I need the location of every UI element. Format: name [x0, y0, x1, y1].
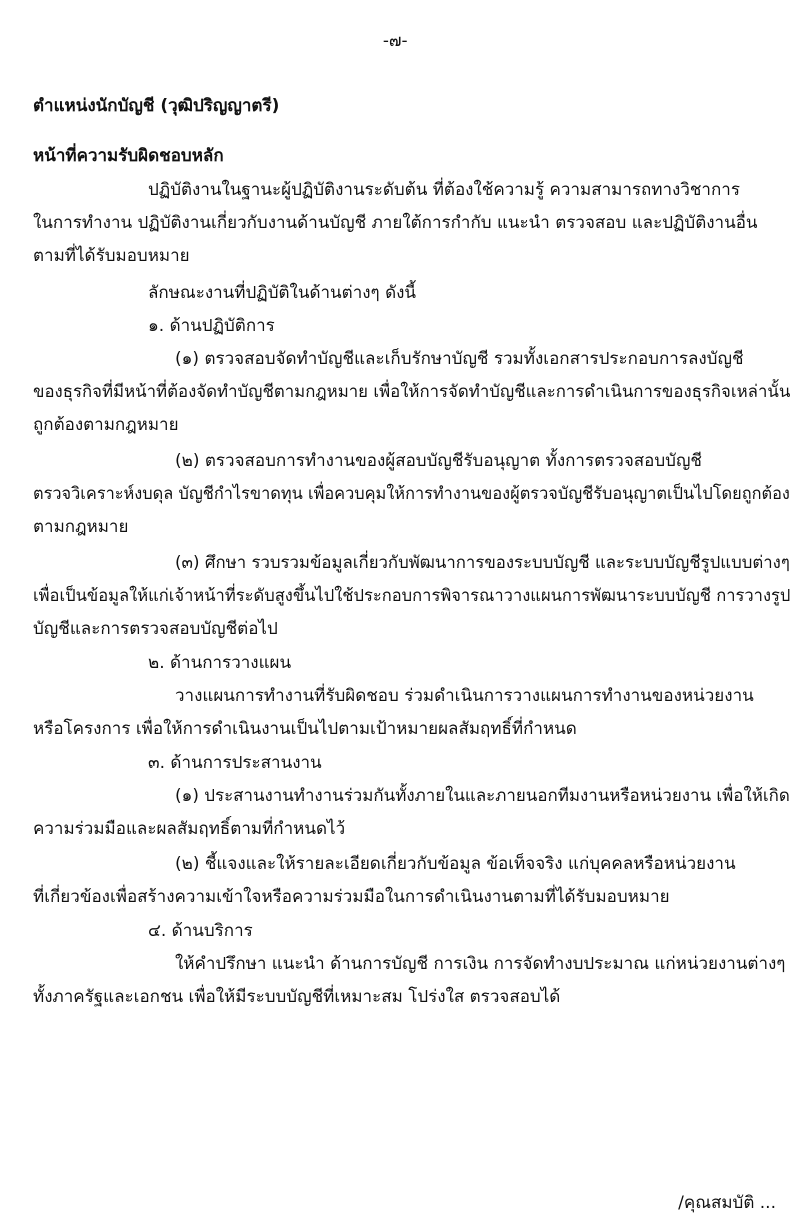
s1-item1-line-3: ถูกต้องตามกฎหมาย	[33, 415, 179, 435]
page-number: -๗-	[382, 31, 408, 51]
s1-item3-line-1: (๓) ศึกษา รวบรวมข้อมูลเกี่ยวกับพัฒนาการของระบบบัญชี และระบบบัญชีรูปแบบต่างๆ	[175, 553, 790, 573]
position-title: ตำแหน่งนักบัญชี (วุฒิปริญญาตรี)	[33, 96, 280, 116]
continuation-note: /คุณสมบัติ ...	[678, 1193, 776, 1213]
s2-body-line-2: หรือโครงการ เพื่อให้การดำเนินงานเป็นไปตามเป้าหมายผลสัมฤทธิ์ที่กำหนด	[33, 719, 577, 739]
intro-line-3: ตามที่ได้รับมอบหมาย	[33, 246, 190, 266]
s1-item2-line-3: ตามกฎหมาย	[33, 517, 129, 537]
s3-item2-line-2: ที่เกี่ยวข้องเพื่อสร้างความเข้าใจหรือความร่วมมือในการดำเนินงานตามที่ได้รับมอบหมาย	[33, 887, 670, 907]
section-heading: หน้าที่ความรับผิดชอบหลัก	[33, 146, 224, 166]
intro-line-1: ปฏิบัติงานในฐานะผู้ปฏิบัติงานระดับต้น ที่ต้องใช้ความรู้ ความสามารถทางวิชาการ	[148, 180, 740, 200]
s4-body-line-2: ทั้งภาครัฐและเอกชน เพื่อให้มีระบบบัญชีที่เหมาะสม โปร่งใส ตรวจสอบได้	[33, 987, 561, 1007]
intro-line-2: ในการทำงาน ปฏิบัติงานเกี่ยวกับงานด้านบัญชี ภายใต้การกำกับ แนะนำ ตรวจสอบ และปฏิบัติงานอื่น	[33, 213, 758, 233]
s1-item1-line-1: (๑) ตรวจสอบจัดทำบัญชีและเก็บรักษาบัญชี รวมทั้งเอกสารประกอบการลงบัญชี	[175, 349, 744, 369]
s4-body-line-1: ให้คำปรึกษา แนะนำ ด้านการบัญชี การเงิน การจัดทำงบประมาณ แก่หน่วยงานต่างๆ	[175, 954, 786, 974]
s1-item1-line-2: ของธุรกิจที่มีหน้าที่ต้องจัดทำบัญชีตามกฎหมาย เพื่อให้การจัดทำบัญชีและการดำเนินการของธุรกิจเหล่านั้น	[33, 382, 791, 402]
characteristics-line: ลักษณะงานที่ปฏิบัติในด้านต่างๆ ดังนี้	[148, 283, 417, 303]
s3-item1-line-1: (๑) ประสานงานทำงานร่วมกันทั้งภายในและภายนอกทีมงานหรือหน่วยงาน เพื่อให้เกิด	[175, 786, 790, 806]
section-1-heading: ๑. ด้านปฏิบัติการ	[148, 316, 275, 336]
s1-item2-line-2: ตรวจวิเคราะห์งบดุล บัญชีกำไรขาดทุน เพื่อควบคุมให้การทำงานของผู้ตรวจบัญชีรับอนุญาตเป็นไปโดยถูกต้อง	[33, 484, 790, 504]
section-2-heading: ๒. ด้านการวางแผน	[148, 653, 292, 673]
s1-item3-line-3: บัญชีและการตรวจสอบบัญชีต่อไป	[33, 619, 278, 639]
s3-item1-line-2: ความร่วมมือและผลสัมฤทธิ์ตามที่กำหนดไว้	[33, 819, 346, 839]
s1-item3-line-2: เพื่อเป็นข้อมูลให้แก่เจ้าหน้าที่ระดับสูงขึ้นไปใช้ประกอบการพิจารณาวางแผนการพัฒนาระบบบัญชี การวางรูป	[33, 586, 791, 606]
s2-body-line-1: วางแผนการทำงานที่รับผิดชอบ ร่วมดำเนินการวางแผนการทำงานของหน่วยงาน	[175, 686, 754, 706]
s1-item2-line-1: (๒) ตรวจสอบการทำงานของผู้สอบบัญชีรับอนุญาต ทั้งการตรวจสอบบัญชี	[175, 451, 702, 471]
section-3-heading: ๓. ด้านการประสานงาน	[148, 753, 322, 773]
s3-item2-line-1: (๒) ชี้แจงและให้รายละเอียดเกี่ยวกับข้อมูล ข้อเท็จจริง แก่บุคคลหรือหน่วยงาน	[175, 854, 736, 874]
section-4-heading: ๔. ด้านบริการ	[148, 921, 253, 941]
